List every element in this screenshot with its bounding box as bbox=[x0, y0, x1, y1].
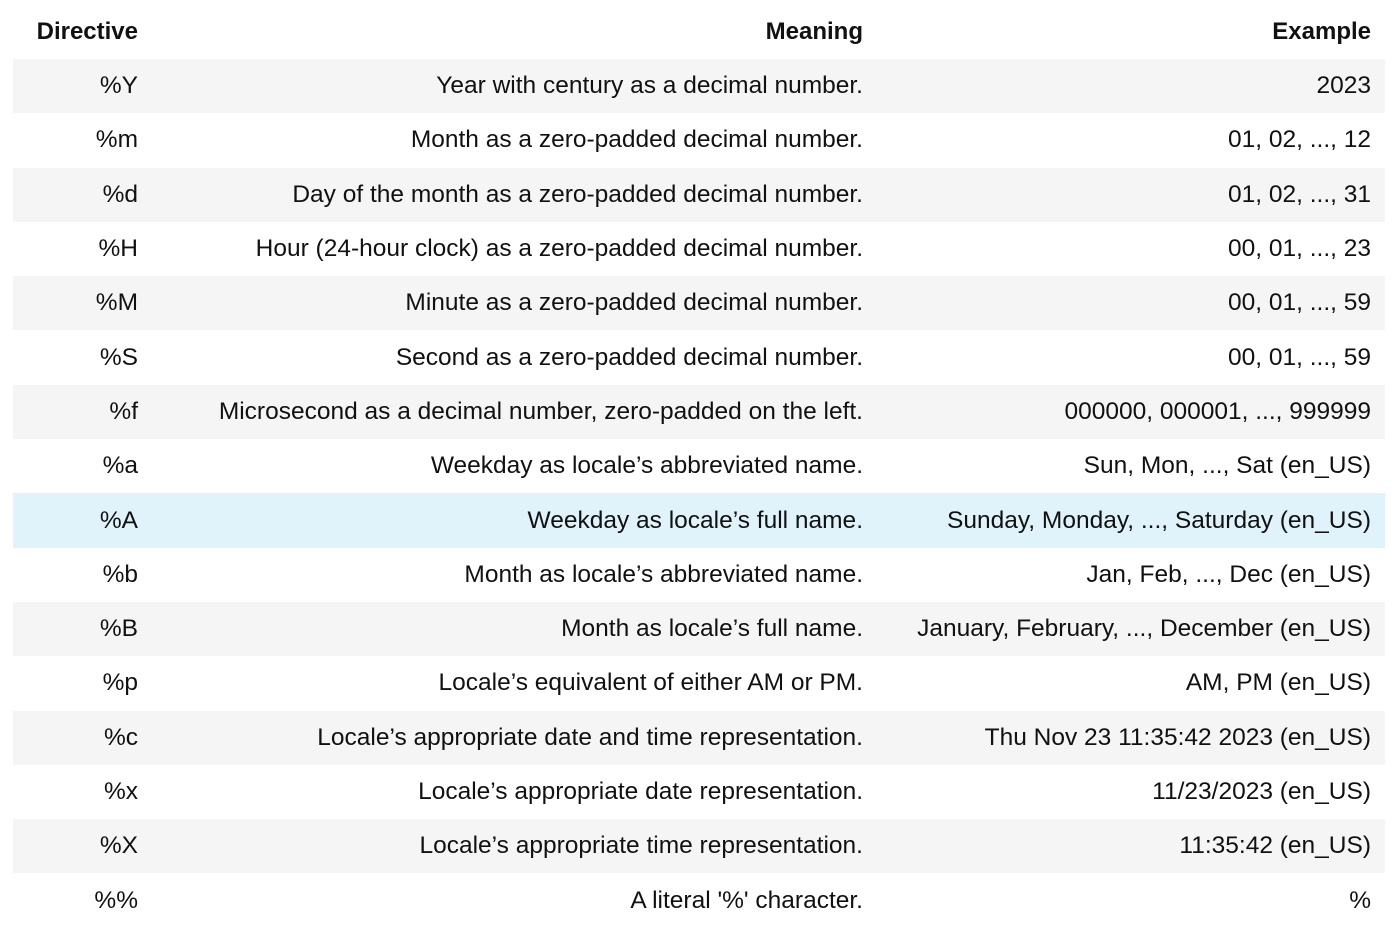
table-row[interactable] bbox=[13, 656, 1385, 710]
table-row[interactable] bbox=[13, 59, 1385, 113]
table-row[interactable] bbox=[13, 493, 1385, 547]
cell-directive: %b bbox=[13, 548, 152, 602]
cell-meaning: Weekday as locale’s abbreviated name. bbox=[152, 439, 877, 493]
cell-meaning: Microsecond as a decimal number, zero-padded on the left. bbox=[152, 385, 877, 439]
cell-meaning: Locale’s appropriate date representation. bbox=[152, 765, 877, 819]
cell-meaning: Month as a zero-padded decimal number. bbox=[152, 113, 877, 167]
table-row[interactable] bbox=[13, 765, 1385, 819]
cell-directive: %B bbox=[13, 602, 152, 656]
cell-meaning: Month as locale’s abbreviated name. bbox=[152, 548, 877, 602]
cell-directive: %p bbox=[13, 656, 152, 710]
cell-directive: %Y bbox=[13, 59, 152, 113]
cell-directive: %H bbox=[13, 222, 152, 276]
cell-example: 00, 01, ..., 59 bbox=[877, 330, 1385, 384]
cell-example: Thu Nov 23 11:35:42 2023 (en_US) bbox=[877, 711, 1385, 765]
cell-directive: %m bbox=[13, 113, 152, 167]
cell-example: 00, 01, ..., 23 bbox=[877, 222, 1385, 276]
cell-meaning: Locale’s appropriate time representation. bbox=[152, 819, 877, 873]
column-header-example[interactable]: Example bbox=[1272, 18, 1371, 45]
cell-example: 01, 02, ..., 31 bbox=[877, 168, 1385, 222]
table-header bbox=[13, 5, 1385, 59]
cell-meaning: Day of the month as a zero-padded decimal number. bbox=[152, 168, 877, 222]
cell-directive: %S bbox=[13, 330, 152, 384]
column-header-meaning[interactable]: Meaning bbox=[765, 18, 863, 45]
table-row[interactable] bbox=[13, 113, 1385, 167]
cell-meaning: Minute as a zero-padded decimal number. bbox=[152, 276, 877, 330]
table-row[interactable] bbox=[13, 439, 1385, 493]
cell-directive: %x bbox=[13, 765, 152, 819]
cell-directive: %M bbox=[13, 276, 152, 330]
strftime-directives-table bbox=[13, 5, 1385, 928]
cell-example: 01, 02, ..., 12 bbox=[877, 113, 1385, 167]
cell-meaning: Locale’s appropriate date and time representation. bbox=[152, 711, 877, 765]
cell-directive: %% bbox=[13, 873, 152, 927]
cell-meaning: Hour (24-hour clock) as a zero-padded decimal number. bbox=[152, 222, 877, 276]
table-row[interactable] bbox=[13, 168, 1385, 222]
table-row[interactable] bbox=[13, 222, 1385, 276]
cell-example: Jan, Feb, ..., Dec (en_US) bbox=[877, 548, 1385, 602]
cell-meaning: Year with century as a decimal number. bbox=[152, 59, 877, 113]
cell-meaning: A literal '%' character. bbox=[152, 873, 877, 927]
cell-example: Sunday, Monday, ..., Saturday (en_US) bbox=[877, 493, 1385, 547]
table-row[interactable] bbox=[13, 873, 1385, 927]
cell-example: 000000, 000001, ..., 999999 bbox=[877, 385, 1385, 439]
cell-example: Sun, Mon, ..., Sat (en_US) bbox=[877, 439, 1385, 493]
cell-example: 2023 bbox=[877, 59, 1385, 113]
table-row[interactable] bbox=[13, 548, 1385, 602]
cell-directive: %f bbox=[13, 385, 152, 439]
cell-example: January, February, ..., December (en_US) bbox=[877, 602, 1385, 656]
cell-meaning: Weekday as locale’s full name. bbox=[152, 493, 877, 547]
strftime-directives-table-container bbox=[13, 5, 1385, 928]
cell-directive: %X bbox=[13, 819, 152, 873]
table-body bbox=[13, 59, 1385, 928]
table-row[interactable] bbox=[13, 602, 1385, 656]
header-row bbox=[13, 5, 1385, 59]
cell-example: 11/23/2023 (en_US) bbox=[877, 765, 1385, 819]
cell-meaning: Second as a zero-padded decimal number. bbox=[152, 330, 877, 384]
table-row[interactable] bbox=[13, 330, 1385, 384]
cell-directive: %a bbox=[13, 439, 152, 493]
cell-example: 11:35:42 (en_US) bbox=[877, 819, 1385, 873]
cell-meaning: Locale’s equivalent of either AM or PM. bbox=[152, 656, 877, 710]
cell-example: 00, 01, ..., 59 bbox=[877, 276, 1385, 330]
table-row[interactable] bbox=[13, 276, 1385, 330]
table-row[interactable] bbox=[13, 385, 1385, 439]
cell-example: AM, PM (en_US) bbox=[877, 656, 1385, 710]
cell-meaning: Month as locale’s full name. bbox=[152, 602, 877, 656]
column-header-directive[interactable]: Directive bbox=[36, 18, 138, 45]
cell-directive: %d bbox=[13, 168, 152, 222]
cell-example: % bbox=[877, 873, 1385, 927]
cell-directive: %A bbox=[13, 493, 152, 547]
cell-directive: %c bbox=[13, 711, 152, 765]
table-row[interactable] bbox=[13, 819, 1385, 873]
table-row[interactable] bbox=[13, 711, 1385, 765]
